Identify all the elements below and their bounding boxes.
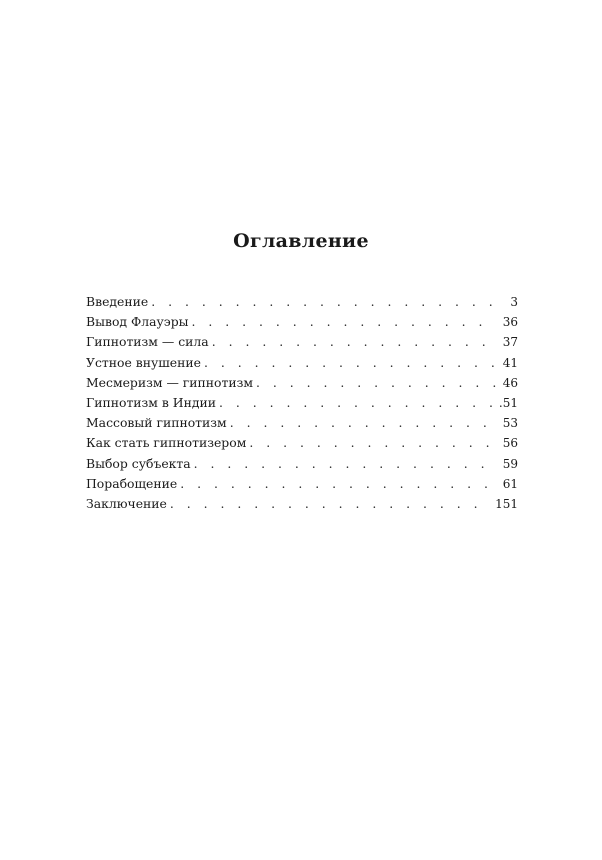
toc-entry-title: Порабощение: [86, 475, 178, 491]
toc-entry: [86, 474, 518, 494]
toc-entry-title: Устное внушение: [86, 354, 201, 370]
toc-entry-page: 37: [502, 335, 518, 350]
toc-entry-page: 53: [502, 416, 518, 431]
toc-entry: [86, 312, 518, 332]
toc-entry: [86, 494, 518, 514]
toc-entry: [86, 292, 518, 312]
toc-dot-leader: [192, 312, 496, 332]
toc-dot-leader: [219, 393, 495, 413]
toc-dot-leader: [194, 454, 496, 474]
toc-dot-leader: [151, 292, 496, 312]
toc-entry-page: 59: [502, 456, 518, 471]
toc-entry-page: 151: [495, 496, 518, 511]
toc-entry-page: 3: [510, 295, 518, 309]
toc-entry-page: 61: [502, 476, 518, 491]
toc-entry-title: Как стать гипнотизером: [86, 435, 247, 451]
toc-dot-leader: [256, 373, 496, 393]
toc-entry-page: 41: [502, 355, 518, 370]
toc-entry-title: Вывод Флауэры: [86, 314, 189, 330]
toc-dot-leader: [212, 332, 496, 352]
toc-entry-page: 36: [502, 315, 518, 330]
toc-dot-leader: [170, 494, 491, 514]
toc-entry-title: Заключение: [86, 495, 167, 511]
toc-entry-title: Месмеризм — гипнотизм: [86, 374, 254, 390]
toc-entry-page: 56: [502, 436, 518, 451]
toc-dot-leader: [230, 413, 496, 433]
toc-entry: [86, 332, 518, 352]
toc-entry-title: Гипнотизм — сила: [86, 334, 209, 350]
toc-dot-leader: [180, 474, 496, 494]
toc-entry-page: .51: [498, 395, 518, 410]
table-of-contents: [86, 292, 518, 514]
toc-entry-title: Выбор субъекта: [86, 455, 191, 471]
toc-entry: [86, 373, 518, 393]
toc-dot-leader: [249, 433, 496, 453]
toc-entry: [86, 454, 518, 474]
toc-entry-title: Массовый гипнотизм: [86, 415, 227, 431]
toc-entry: [86, 393, 518, 413]
toc-dot-leader: [204, 353, 496, 373]
toc-entry: [86, 433, 518, 453]
page-title: Оглавление: [233, 230, 369, 252]
toc-entry-title: Введение: [86, 294, 149, 309]
toc-entry-title: Гипнотизм в Индии: [86, 394, 217, 410]
toc-entry: [86, 353, 518, 373]
toc-entry: [86, 413, 518, 433]
toc-entry-page: 46: [502, 375, 518, 390]
